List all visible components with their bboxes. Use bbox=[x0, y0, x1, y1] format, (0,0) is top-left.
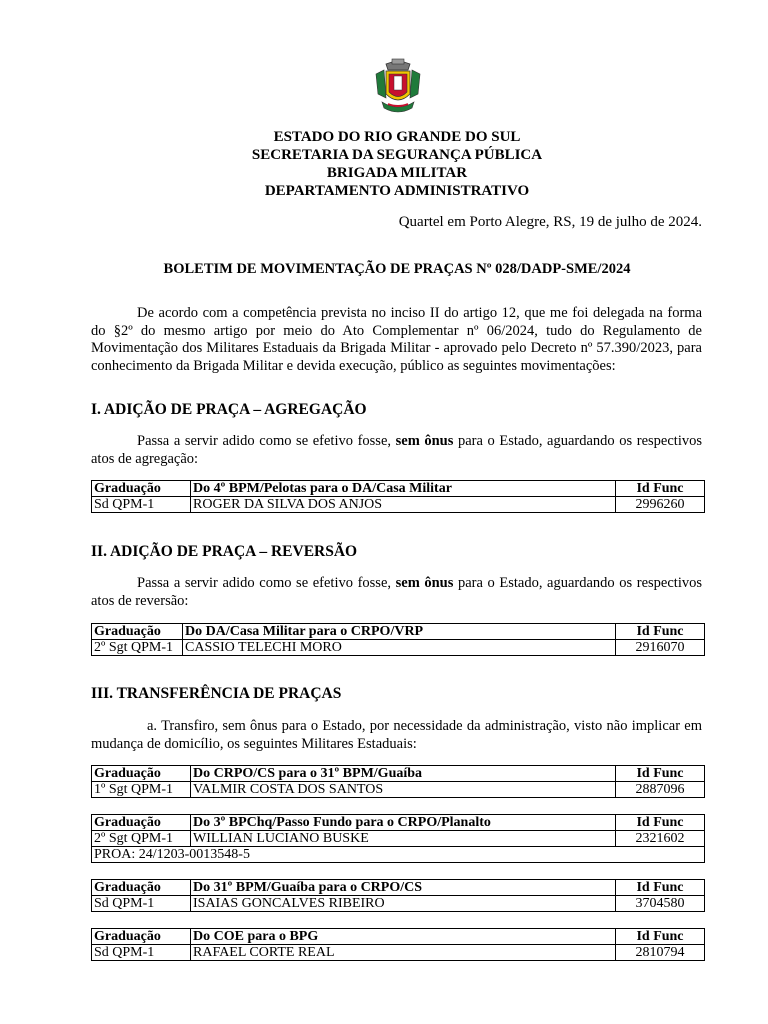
col-id-func: Id Func bbox=[616, 880, 705, 896]
cell-graduacao: 1º Sgt QPM-1 bbox=[92, 782, 191, 798]
cell-graduacao: Sd QPM-1 bbox=[92, 945, 191, 961]
cell-name: CASSIO TELECHI MORO bbox=[183, 640, 616, 656]
table-header-row bbox=[92, 815, 705, 831]
intro-paragraph bbox=[91, 305, 702, 375]
col-graduacao: Graduação bbox=[92, 481, 191, 497]
cell-id-func: 3704580 bbox=[616, 896, 705, 912]
col-movement: Do DA/Casa Militar para o CRPO/VRP bbox=[183, 624, 616, 640]
col-id-func: Id Func bbox=[616, 481, 705, 497]
col-graduacao: Graduação bbox=[92, 929, 191, 945]
cell-name: RAFAEL CORTE REAL bbox=[191, 945, 616, 961]
col-graduacao: Graduação bbox=[92, 880, 191, 896]
section-3-table-1 bbox=[91, 765, 705, 798]
col-graduacao: Graduação bbox=[92, 815, 191, 831]
table-row bbox=[92, 640, 705, 656]
cell-graduacao: 2º Sgt QPM-1 bbox=[92, 831, 191, 847]
col-graduacao: Graduação bbox=[92, 766, 191, 782]
col-id-func: Id Func bbox=[616, 929, 705, 945]
header-brigade: BRIGADA MILITAR bbox=[326, 165, 468, 181]
section-3-paragraph: a. Transfiro, sem ônus para o Estado, por necessidade da administração, visto não implicar em mudança de domicílio, os seguintes Militares Estaduais: bbox=[91, 718, 702, 752]
section-1-paragraph: Passa a servir adido como se efetivo fosse, sem ônus para o Estado, aguardando os respectivos atos de agregação: bbox=[91, 433, 702, 467]
cell-name: WILLIAN LUCIANO BUSKE bbox=[191, 831, 616, 847]
document-date: Quartel em Porto Alegre, RS, 19 de julho de 2024. bbox=[398, 214, 702, 230]
col-graduacao: Graduação bbox=[92, 624, 183, 640]
section-3-table-4 bbox=[91, 928, 705, 961]
intro-text: De acordo com a competência prevista no inciso II do artigo 12, que me foi delegada na forma do §2º do mesmo artigo por meio do Ato Complementar nº 06/2024, tudo do Regulamento de Movimentação dos Militares Estaduais da Brigada Militar - aprovado pelo Decreto nº 57.390/2023, para conhecimento da Brigada Militar e devida execução, público as seguintes movimentações: bbox=[91, 305, 702, 374]
table-row-proa bbox=[92, 847, 705, 863]
cell-name: ISAIAS GONCALVES RIBEIRO bbox=[191, 896, 616, 912]
cell-graduacao: 2º Sgt QPM-1 bbox=[92, 640, 183, 656]
table-header-row bbox=[92, 766, 705, 782]
cell-name: ROGER DA SILVA DOS ANJOS bbox=[191, 497, 616, 513]
coat-of-arms-icon bbox=[372, 58, 424, 114]
cell-graduacao: Sd QPM-1 bbox=[92, 896, 191, 912]
col-id-func: Id Func bbox=[616, 766, 705, 782]
cell-id-func: 2321602 bbox=[616, 831, 705, 847]
header-secretariat: SECRETARIA DA SEGURANÇA PÚBLICA bbox=[251, 147, 543, 163]
section-3-table-3 bbox=[91, 879, 705, 912]
cell-id-func: 2810794 bbox=[616, 945, 705, 961]
col-movement: Do CRPO/CS para o 31º BPM/Guaíba bbox=[191, 766, 616, 782]
section-1-heading: I. ADIÇÃO DE PRAÇA – AGREGAÇÃO bbox=[91, 401, 367, 418]
table-header-row bbox=[92, 624, 705, 640]
section-2-heading: II. ADIÇÃO DE PRAÇA – REVERSÃO bbox=[91, 543, 358, 560]
table-row bbox=[92, 831, 705, 847]
section-1-table bbox=[91, 480, 705, 513]
cell-id-func: 2916070 bbox=[616, 640, 705, 656]
table-row bbox=[92, 945, 705, 961]
header-department: DEPARTAMENTO ADMINISTRATIVO bbox=[264, 183, 530, 199]
letterhead bbox=[0, 128, 768, 200]
table-header-row bbox=[92, 929, 705, 945]
cell-id-func: 2887096 bbox=[616, 782, 705, 798]
table-header-row bbox=[92, 481, 705, 497]
cell-id-func: 2996260 bbox=[616, 497, 705, 513]
table-row bbox=[92, 497, 705, 513]
col-id-func: Id Func bbox=[616, 624, 705, 640]
col-movement: Do 4º BPM/Pelotas para o DA/Casa Militar bbox=[191, 481, 616, 497]
table-row bbox=[92, 782, 705, 798]
table-header-row bbox=[92, 880, 705, 896]
section-3-heading: III. TRANSFERÊNCIA DE PRAÇAS bbox=[91, 685, 342, 702]
table-row bbox=[92, 896, 705, 912]
cell-graduacao: Sd QPM-1 bbox=[92, 497, 191, 513]
col-movement: Do COE para o BPG bbox=[191, 929, 616, 945]
section-3-table-2 bbox=[91, 814, 705, 863]
col-movement: Do 31º BPM/Guaíba para o CRPO/CS bbox=[191, 880, 616, 896]
col-movement: Do 3º BPChq/Passo Fundo para o CRPO/Planalto bbox=[191, 815, 616, 831]
document-title: BOLETIM DE MOVIMENTAÇÃO DE PRAÇAS Nº 028/DADP-SME/2024 bbox=[163, 261, 631, 277]
cell-proa: PROA: 24/1203-0013548-5 bbox=[92, 847, 705, 863]
col-id-func: Id Func bbox=[616, 815, 705, 831]
section-2-paragraph: Passa a servir adido como se efetivo fosse, sem ônus para o Estado, aguardando os respectivos atos de reversão: bbox=[91, 575, 702, 609]
cell-name: VALMIR COSTA DOS SANTOS bbox=[191, 782, 616, 798]
section-2-table bbox=[91, 623, 705, 656]
header-state: ESTADO DO RIO GRANDE DO SUL bbox=[273, 129, 521, 145]
